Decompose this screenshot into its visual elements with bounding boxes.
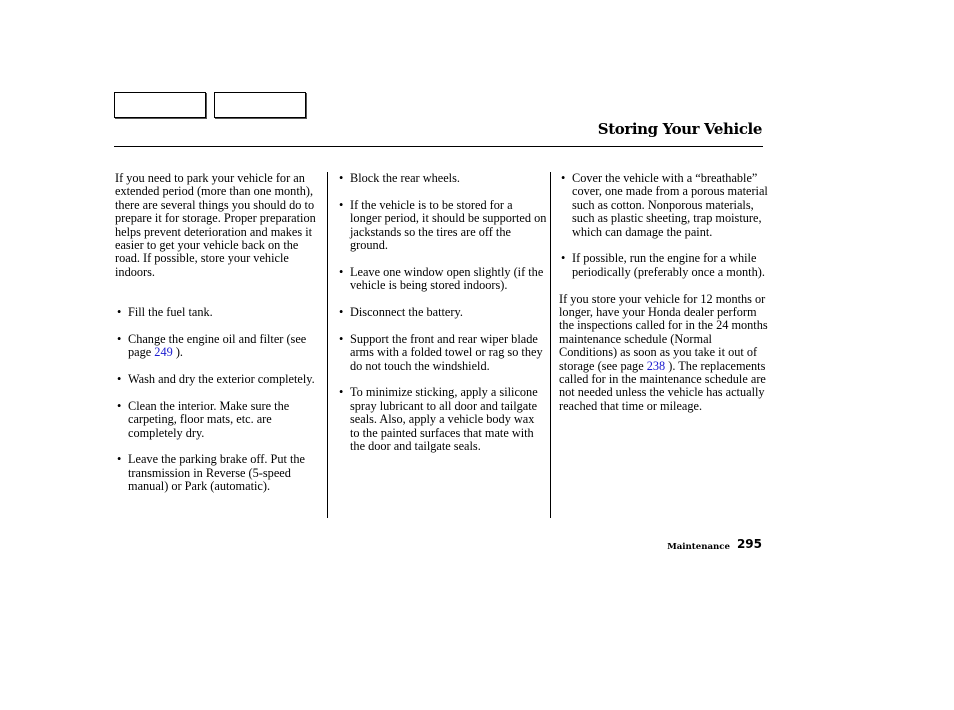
footer-section-label: Maintenance bbox=[667, 542, 730, 552]
column-3 bbox=[559, 172, 769, 427]
list-item: • Leave the parking brake off. Put the transmission in Reverse (5-speed manual) or Park (automatic). bbox=[115, 453, 320, 493]
table-of-contents-button[interactable] bbox=[114, 92, 206, 118]
list-item: • If possible, run the engine for a while periodically (preferably once a month). bbox=[559, 252, 769, 279]
list-item: • To minimize sticking, apply a silicone spray lubricant to all door and tailgate seals. Also, apply a vehicle body wax to the painted surfaces that mate with the door and tailgate seals. bbox=[337, 386, 547, 453]
column-2 bbox=[337, 172, 547, 467]
storage-paragraph bbox=[559, 293, 769, 414]
list-item: • Block the rear wheels. bbox=[337, 172, 547, 185]
page-number: 295 bbox=[736, 537, 762, 551]
list-item bbox=[115, 333, 320, 360]
list-item: • Cover the vehicle with a “breathable” cover, one made from a porous material such as cotton. Nonporous materials, such as plastic sheeting, trap moisture, which can damage the paint. bbox=[559, 172, 769, 239]
index-button[interactable] bbox=[214, 92, 306, 118]
list-item: • Fill the fuel tank. bbox=[115, 306, 320, 319]
page-title: Storing Your Vehicle bbox=[597, 120, 762, 138]
page-link-249[interactable]: 249 bbox=[154, 345, 173, 360]
list-item: • Wash and dry the exterior completely. bbox=[115, 373, 320, 386]
header-rule bbox=[114, 146, 763, 147]
list-item: • Clean the interior. Make sure the carpeting, floor mats, etc. are completely dry. bbox=[115, 400, 320, 440]
list-item: • If the vehicle is to be stored for a longer period, it should be supported on jackstands so the tires are off the ground. bbox=[337, 199, 547, 253]
list-item-text: Change the engine oil and filter (see page bbox=[128, 331, 307, 360]
column-divider-2 bbox=[550, 172, 551, 518]
paragraph-text: ). The replacements called for in the maintenance schedule are not needed unless the vehicle has actually reached that time or mileage. bbox=[559, 358, 766, 413]
column-1 bbox=[115, 172, 320, 507]
page-link-238[interactable]: 238 bbox=[646, 358, 666, 373]
list-item-text: ). bbox=[172, 345, 183, 360]
list-item: • Support the front and rear wiper blade arms with a folded towel or rag so they do not touch the windshield. bbox=[337, 333, 547, 373]
column-divider-1 bbox=[327, 172, 328, 518]
intro-paragraph: If you need to park your vehicle for an extended period (more than one month), there are several things you should do to prepare it for storage. Proper preparation helps prevent deterioration and makes it easier to get your vehicle back on the road. If possible, store your vehicle indoors. bbox=[115, 171, 316, 279]
paragraph-text: If you store your vehicle for 12 months or longer, have your Honda dealer perform the inspections called for in the 24 months maintenance schedule (Normal Conditions) as soon as you take it out of storage (see page bbox=[559, 291, 768, 373]
list-item: • Disconnect the battery. bbox=[337, 306, 547, 319]
list-item: • Leave one window open slightly (if the vehicle is being stored indoors). bbox=[337, 266, 547, 293]
